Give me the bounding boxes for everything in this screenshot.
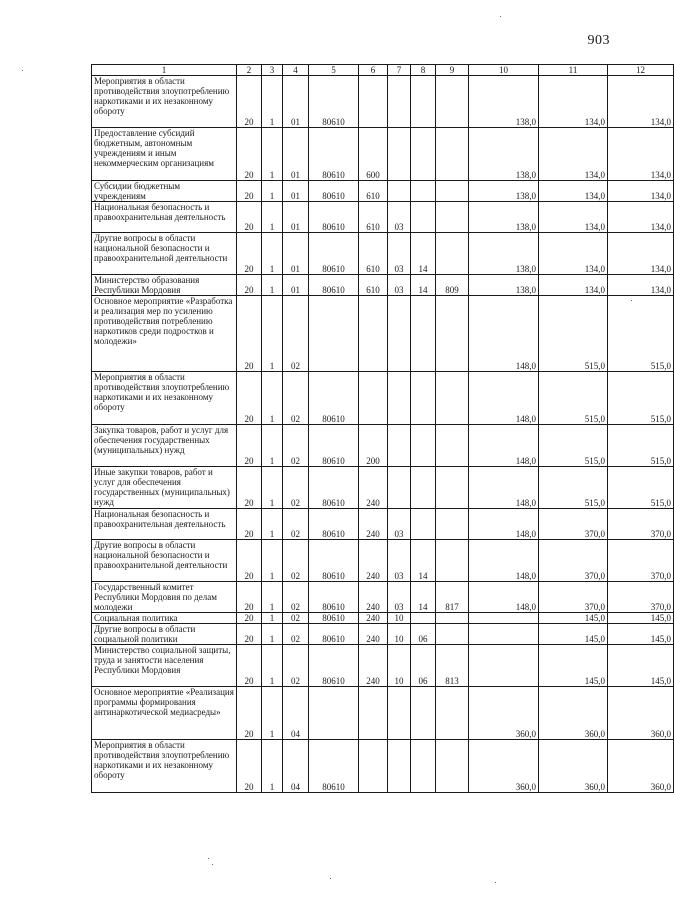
table-row <box>92 76 674 128</box>
cell-c4: 02 <box>283 645 309 687</box>
cell-c4: 01 <box>283 233 309 275</box>
cell-c5: 80610 <box>309 202 359 233</box>
cell-c4: 02 <box>283 613 309 624</box>
cell-c4: 01 <box>283 275 309 296</box>
table-row <box>92 372 674 425</box>
cell-c10: 138,0 <box>469 76 539 128</box>
cell-c12: 370,0 <box>608 582 674 613</box>
cell-c2: 20 <box>237 687 262 740</box>
scan-speck <box>330 878 331 879</box>
cell-c4: 02 <box>283 425 309 467</box>
cell-c6: 240 <box>359 509 388 540</box>
cell-c3: 1 <box>262 372 283 425</box>
cell-c6: 610 <box>359 202 388 233</box>
cell-c7 <box>388 740 411 793</box>
cell-c12: 134,0 <box>608 202 674 233</box>
cell-c4: 01 <box>283 76 309 128</box>
cell-c3: 1 <box>262 687 283 740</box>
row-name-cell: Мероприятия в области противодействия злоупотреблению наркотиками и их незаконному обороту <box>92 372 237 425</box>
cell-c6: 240 <box>359 645 388 687</box>
scan-speck <box>208 858 209 859</box>
cell-c9 <box>436 181 469 202</box>
cell-c11: 145,0 <box>539 624 608 645</box>
cell-c11: 134,0 <box>539 233 608 275</box>
cell-c5: 80610 <box>309 467 359 509</box>
cell-c9 <box>436 372 469 425</box>
cell-c2: 20 <box>237 582 262 613</box>
cell-c3: 1 <box>262 233 283 275</box>
cell-c8 <box>411 372 436 425</box>
cell-c11: 515,0 <box>539 372 608 425</box>
cell-c2: 20 <box>237 740 262 793</box>
cell-c7: 10 <box>388 624 411 645</box>
cell-c2: 20 <box>237 425 262 467</box>
cell-c9 <box>436 509 469 540</box>
cell-c9: 809 <box>436 275 469 296</box>
cell-c7 <box>388 687 411 740</box>
row-name-cell: Другие вопросы в области национальной безопасности и правоохранительной деятельности <box>92 540 237 582</box>
cell-c10 <box>469 645 539 687</box>
cell-c3: 1 <box>262 540 283 582</box>
table-row <box>92 613 674 624</box>
cell-c5 <box>309 687 359 740</box>
table-row <box>92 425 674 467</box>
table-row <box>92 202 674 233</box>
cell-c5: 80610 <box>309 509 359 540</box>
cell-c7: 03 <box>388 582 411 613</box>
cell-c6: 240 <box>359 613 388 624</box>
cell-c2: 20 <box>237 275 262 296</box>
cell-c2: 20 <box>237 202 262 233</box>
cell-c12: 134,0 <box>608 233 674 275</box>
cell-c11: 134,0 <box>539 181 608 202</box>
column-header-9: 9 <box>436 65 469 76</box>
cell-c9: 817 <box>436 582 469 613</box>
cell-c8 <box>411 128 436 181</box>
cell-c8 <box>411 613 436 624</box>
scan-speck <box>22 70 23 71</box>
cell-c9 <box>436 202 469 233</box>
cell-c2: 20 <box>237 372 262 425</box>
cell-c8 <box>411 425 436 467</box>
cell-c11: 134,0 <box>539 76 608 128</box>
row-name-cell: Национальная безопасность и правоохранительная деятельность <box>92 509 237 540</box>
table-row <box>92 181 674 202</box>
cell-c11: 360,0 <box>539 687 608 740</box>
cell-c5: 80610 <box>309 540 359 582</box>
cell-c4: 02 <box>283 509 309 540</box>
cell-c4: 02 <box>283 540 309 582</box>
cell-c9 <box>436 624 469 645</box>
cell-c11: 134,0 <box>539 202 608 233</box>
row-name-cell: Национальная безопасность и правоохранительная деятельность <box>92 202 237 233</box>
scan-speck <box>212 864 213 865</box>
cell-c9: 813 <box>436 645 469 687</box>
cell-c5 <box>309 296 359 372</box>
cell-c4: 01 <box>283 128 309 181</box>
cell-c7: 10 <box>388 645 411 687</box>
cell-c6: 610 <box>359 181 388 202</box>
cell-c10: 360,0 <box>469 687 539 740</box>
cell-c12: 134,0 <box>608 76 674 128</box>
cell-c2: 20 <box>237 624 262 645</box>
cell-c9 <box>436 296 469 372</box>
cell-c6: 600 <box>359 128 388 181</box>
cell-c5: 80610 <box>309 275 359 296</box>
cell-c5: 80610 <box>309 425 359 467</box>
cell-c8: 14 <box>411 540 436 582</box>
cell-c10: 148,0 <box>469 425 539 467</box>
row-name-cell: Другие вопросы в области национальной безопасности и правоохранительной деятельности <box>92 233 237 275</box>
cell-c6 <box>359 740 388 793</box>
cell-c5: 80610 <box>309 740 359 793</box>
page-number: 903 <box>587 33 610 48</box>
cell-c10: 138,0 <box>469 202 539 233</box>
cell-c11: 515,0 <box>539 467 608 509</box>
cell-c9 <box>436 76 469 128</box>
cell-c8 <box>411 296 436 372</box>
cell-c5: 80610 <box>309 128 359 181</box>
cell-c3: 1 <box>262 467 283 509</box>
cell-c3: 1 <box>262 740 283 793</box>
cell-c10: 148,0 <box>469 509 539 540</box>
cell-c6: 240 <box>359 540 388 582</box>
cell-c2: 20 <box>237 76 262 128</box>
column-header-8: 8 <box>411 65 436 76</box>
cell-c9 <box>436 467 469 509</box>
cell-c8 <box>411 181 436 202</box>
column-header-10: 10 <box>469 65 539 76</box>
cell-c11: 360,0 <box>539 740 608 793</box>
cell-c10: 360,0 <box>469 740 539 793</box>
cell-c2: 20 <box>237 509 262 540</box>
cell-c12: 515,0 <box>608 372 674 425</box>
row-name-cell: Предоставление субсидий бюджетным, автономным учреждениям и иным некоммерческим организациям <box>92 128 237 181</box>
cell-c3: 1 <box>262 425 283 467</box>
cell-c4: 02 <box>283 372 309 425</box>
cell-c4: 04 <box>283 687 309 740</box>
cell-c12: 515,0 <box>608 467 674 509</box>
cell-c5: 80610 <box>309 582 359 613</box>
table-row <box>92 233 674 275</box>
cell-c4: 04 <box>283 740 309 793</box>
column-header-3: 3 <box>262 65 283 76</box>
cell-c2: 20 <box>237 181 262 202</box>
cell-c9 <box>436 128 469 181</box>
cell-c3: 1 <box>262 624 283 645</box>
row-name-cell: Субсидии бюджетным учреждениям <box>92 181 237 202</box>
header-row <box>92 65 674 76</box>
column-header-1: 1 <box>92 65 237 76</box>
cell-c9 <box>436 613 469 624</box>
cell-c5: 80610 <box>309 645 359 687</box>
row-name-cell: Государственный комитет Республики Мордовия по делам молодежи <box>92 582 237 613</box>
cell-c4: 02 <box>283 296 309 372</box>
row-name-cell: Социальная политика <box>92 613 237 624</box>
cell-c5: 80610 <box>309 613 359 624</box>
cell-c6: 610 <box>359 275 388 296</box>
row-name-cell: Министерство образования Республики Мордовия <box>92 275 237 296</box>
cell-c10: 148,0 <box>469 467 539 509</box>
cell-c11: 370,0 <box>539 540 608 582</box>
cell-c10: 148,0 <box>469 540 539 582</box>
column-header-12: 12 <box>608 65 674 76</box>
cell-c12: 360,0 <box>608 740 674 793</box>
table-row <box>92 740 674 793</box>
cell-c5: 80610 <box>309 372 359 425</box>
cell-c9 <box>436 425 469 467</box>
cell-c8: 06 <box>411 645 436 687</box>
row-name-cell: Мероприятия в области противодействия злоупотреблению наркотиками и их незаконному обороту <box>92 76 237 128</box>
cell-c7 <box>388 467 411 509</box>
cell-c5: 80610 <box>309 624 359 645</box>
row-name-cell: Основное мероприятие «Разработка и реализация мер по усилению противодействия потреблению наркотиков среди подростков и молодежи» <box>92 296 237 372</box>
cell-c8 <box>411 509 436 540</box>
column-header-5: 5 <box>309 65 359 76</box>
cell-c9 <box>436 233 469 275</box>
cell-c6: 610 <box>359 233 388 275</box>
column-header-2: 2 <box>237 65 262 76</box>
cell-c3: 1 <box>262 613 283 624</box>
table-row <box>92 582 674 613</box>
cell-c3: 1 <box>262 582 283 613</box>
cell-c9 <box>436 740 469 793</box>
cell-c6 <box>359 76 388 128</box>
column-header-4: 4 <box>283 65 309 76</box>
row-name-cell: Иные закупки товаров, работ и услуг для обеспечения государственных (муниципальных) нужд <box>92 467 237 509</box>
cell-c8 <box>411 740 436 793</box>
cell-c8 <box>411 467 436 509</box>
cell-c12: 360,0 <box>608 687 674 740</box>
column-header-6: 6 <box>359 65 388 76</box>
cell-c6: 200 <box>359 425 388 467</box>
cell-c4: 02 <box>283 624 309 645</box>
budget-table <box>91 64 674 793</box>
cell-c2: 20 <box>237 613 262 624</box>
cell-c7: 03 <box>388 202 411 233</box>
cell-c12: 370,0 <box>608 509 674 540</box>
cell-c6: 240 <box>359 467 388 509</box>
cell-c7 <box>388 181 411 202</box>
cell-c11: 515,0 <box>539 425 608 467</box>
cell-c7 <box>388 296 411 372</box>
cell-c10: 138,0 <box>469 275 539 296</box>
table-row <box>92 128 674 181</box>
row-name-cell: Министерство социальной защиты, труда и занятости населения Республики Мордовия <box>92 645 237 687</box>
cell-c11: 145,0 <box>539 613 608 624</box>
row-name-cell: Закупка товаров, работ и услуг для обеспечения государственных (муниципальных) нужд <box>92 425 237 467</box>
table-row <box>92 687 674 740</box>
cell-c9 <box>436 540 469 582</box>
cell-c3: 1 <box>262 296 283 372</box>
table-row <box>92 624 674 645</box>
cell-c12: 145,0 <box>608 645 674 687</box>
table-row <box>92 467 674 509</box>
scan-speck <box>631 300 632 301</box>
cell-c10: 148,0 <box>469 296 539 372</box>
cell-c8 <box>411 202 436 233</box>
cell-c11: 370,0 <box>539 509 608 540</box>
cell-c8: 14 <box>411 582 436 613</box>
row-name-cell: Другие вопросы в области социальной политики <box>92 624 237 645</box>
cell-c10: 148,0 <box>469 372 539 425</box>
cell-c3: 1 <box>262 128 283 181</box>
cell-c10: 138,0 <box>469 128 539 181</box>
cell-c6 <box>359 296 388 372</box>
cell-c12: 145,0 <box>608 624 674 645</box>
cell-c2: 20 <box>237 296 262 372</box>
cell-c7 <box>388 372 411 425</box>
column-header-11: 11 <box>539 65 608 76</box>
table-row <box>92 275 674 296</box>
cell-c4: 02 <box>283 467 309 509</box>
cell-c2: 20 <box>237 233 262 275</box>
cell-c6 <box>359 372 388 425</box>
column-header-7: 7 <box>388 65 411 76</box>
cell-c12: 134,0 <box>608 128 674 181</box>
row-name-cell: Основное мероприятие «Реализация программы формирования антинаркотической медиасреды» <box>92 687 237 740</box>
cell-c11: 134,0 <box>539 275 608 296</box>
cell-c7 <box>388 425 411 467</box>
cell-c2: 20 <box>237 467 262 509</box>
cell-c7: 10 <box>388 613 411 624</box>
cell-c3: 1 <box>262 275 283 296</box>
cell-c2: 20 <box>237 128 262 181</box>
cell-c4: 01 <box>283 181 309 202</box>
cell-c11: 370,0 <box>539 582 608 613</box>
cell-c5: 80610 <box>309 233 359 275</box>
cell-c12: 145,0 <box>608 613 674 624</box>
cell-c3: 1 <box>262 509 283 540</box>
cell-c5: 80610 <box>309 76 359 128</box>
table-row <box>92 296 674 372</box>
cell-c10: 138,0 <box>469 233 539 275</box>
cell-c5: 80610 <box>309 181 359 202</box>
cell-c11: 145,0 <box>539 645 608 687</box>
cell-c10: 138,0 <box>469 181 539 202</box>
cell-c3: 1 <box>262 181 283 202</box>
cell-c12: 515,0 <box>608 296 674 372</box>
scan-speck <box>500 16 501 17</box>
cell-c11: 134,0 <box>539 128 608 181</box>
cell-c12: 370,0 <box>608 540 674 582</box>
table-row <box>92 645 674 687</box>
cell-c4: 01 <box>283 202 309 233</box>
cell-c8: 14 <box>411 233 436 275</box>
cell-c7: 03 <box>388 540 411 582</box>
cell-c9 <box>436 687 469 740</box>
cell-c12: 515,0 <box>608 425 674 467</box>
cell-c7: 03 <box>388 509 411 540</box>
cell-c8: 06 <box>411 624 436 645</box>
cell-c10 <box>469 613 539 624</box>
scan-speck <box>495 882 496 883</box>
cell-c6: 240 <box>359 624 388 645</box>
cell-c6 <box>359 687 388 740</box>
cell-c12: 134,0 <box>608 181 674 202</box>
table-row <box>92 509 674 540</box>
cell-c10: 148,0 <box>469 582 539 613</box>
cell-c8 <box>411 76 436 128</box>
cell-c10 <box>469 624 539 645</box>
cell-c7: 03 <box>388 275 411 296</box>
cell-c7 <box>388 128 411 181</box>
cell-c3: 1 <box>262 76 283 128</box>
table-row <box>92 540 674 582</box>
cell-c8: 14 <box>411 275 436 296</box>
cell-c3: 1 <box>262 202 283 233</box>
cell-c11: 515,0 <box>539 296 608 372</box>
row-name-cell: Мероприятия в области противодействия злоупотреблению наркотиками и их незаконному обороту <box>92 740 237 793</box>
cell-c12: 134,0 <box>608 275 674 296</box>
cell-c7 <box>388 76 411 128</box>
cell-c6: 240 <box>359 582 388 613</box>
cell-c4: 02 <box>283 582 309 613</box>
table-body <box>92 76 674 793</box>
cell-c2: 20 <box>237 645 262 687</box>
cell-c3: 1 <box>262 645 283 687</box>
cell-c7: 03 <box>388 233 411 275</box>
cell-c2: 20 <box>237 540 262 582</box>
cell-c8 <box>411 687 436 740</box>
